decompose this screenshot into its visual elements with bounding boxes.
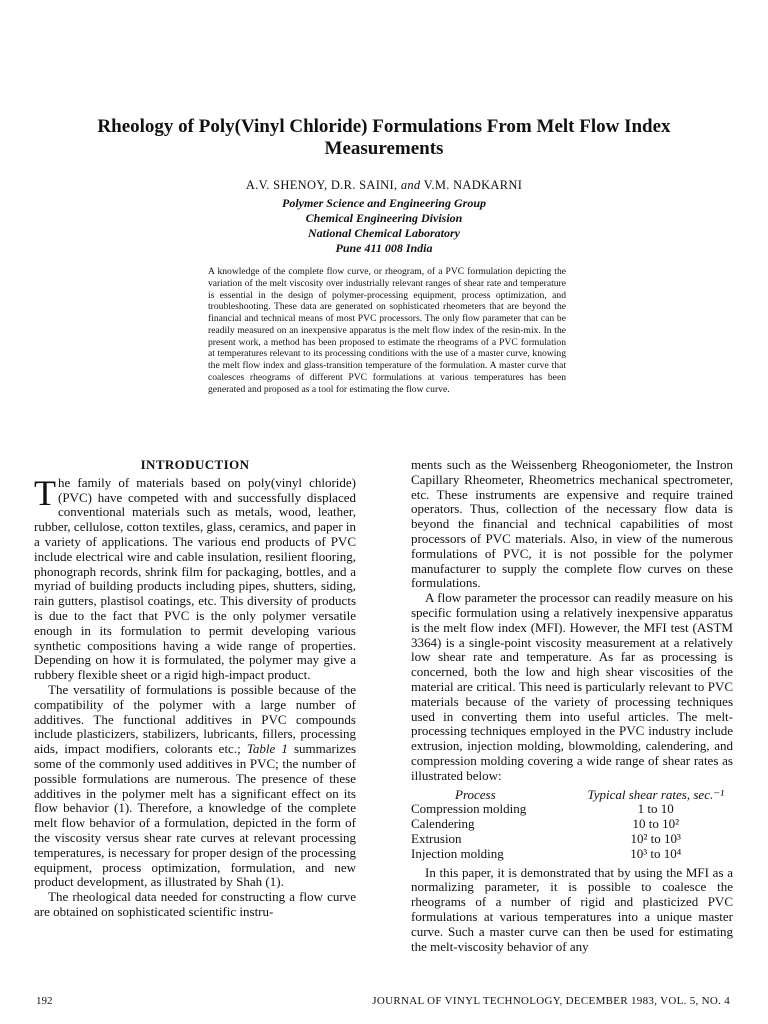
right-paragraph-1: ments such as the Weissenberg Rheogoniometer, the Instron Capillary Rheometer, Rheometrics mechanical spectrometer, etc. These instruments are expensive and require trained operators. Thus, collection of the necessary flow data is beyond the financial and technical capabilities of most processors of PVC materials. Also, in view of the numerous formulations of PVC, it is not possible for the polymer manufacturer to supply the complete flow curves on these formulations. [411,457,733,591]
right-paragraph-2: A flow parameter the processor can readily measure on his specific formulation using a relatively inexpensive apparatus is the melt flow index (MFI). However, the MFI test (ASTM 3364) is a single-point viscosity measurement at a relatively low shear rate and temperature. As far as processing is concerned, both the low and high shear viscosities of the material are critical. This need is particularly relevant to PVC materials because of the variety of processing techniques used in converting them into useful articles. The melt-processing techniques employed in the PVC industry include extrusion, injection molding, blowmolding, calendering, and compression molding covering a wide range of shear rates as illustrated below: [411,590,733,783]
affiliation-block [0,196,768,256]
table-cell-process: Calendering [411,816,475,832]
intro-paragraph-1-text: he family of materials based on poly(vinyl chloride) (PVC) have competed with and successfully displaced conventional materials such as metals, wood, leather, rubber, cellulose, cotton textiles, glass, ceramics, and paper in a variety of applications. The various end products of PVC include electrical wire and cable insulation, resilient flooring, phonograph records, shrink film for packaging, bottles, and a myriad of building products including pipes, shutters, siding, rain gutters, plastisol coatings, etc. This diversity of products is due to the fact that PVC is the only polymer versatile enough in its formulation to permit developing various synthetic compositions having a wide range of properties. Depending on how it is formulated, the polymer may give a rubbery flexible sheet or a rigid high-impact product. [34,474,356,683]
authors-last: V.M. NADKARNI [423,178,523,192]
author-list [0,178,768,193]
table-header-shear-rate: Typical shear rates, sec.⁻¹ [587,786,724,802]
intro-paragraph-1 [34,472,356,683]
affiliation-line: Chemical Engineering Division [305,211,463,225]
right-column [411,458,733,954]
table-cell-rate: 10³ to 10⁴ [630,845,682,861]
page-number: 192 [36,995,53,1007]
affiliation-line: Pune 411 008 India [335,241,433,255]
authors-first: A.V. SHENOY, D.R. SAINI, [245,178,398,192]
paper-title: Rheology of Poly(Vinyl Chloride) Formulations From Melt Flow Index Measurements [97,116,671,159]
left-column [34,458,356,920]
authors-and: and [400,178,421,192]
table-cell-rate: 10² to 10³ [630,830,681,846]
table-header-process: Process [455,786,496,802]
affiliation-line: National Chemical Laboratory [307,226,460,240]
table-row [411,802,733,817]
section-heading-introduction: INTRODUCTION [140,457,250,472]
abstract: A knowledge of the complete flow curve, or rheogram, of a PVC formulation depicting the variation of the melt viscosity over industrially relevant ranges of shear rate and temperature is essential in the design of polymer-processing equipment, process optimization, and troubleshooting. These data are generated on sophisticated rheometers that are beyond the financial and technical means of most PVC processors. The only flow parameter that can be readily measured on an inexpensive apparatus is the melt flow index of the resin-mix. In the present work, a method has been proposed to estimate the rheograms of a PVC formulation at temperatures relevant to its processing conditions with the use of a master curve, knowing the melt flow index and glass-transition temperature of the formulation. A master curve that coalesces rheograms of different PVC formulations at various temperatures has been generated and proposed as a tool for estimating the flow curve. [208,266,566,395]
table-cell-rate: 10 to 10² [632,816,679,832]
intro-paragraph-2 [34,683,356,890]
intro-paragraph-2-text-a: The versatility of formulations is possible because of the compatibility of the polymer with a large number of additives. The functional additives in PVC compounds include plasticizers, stabilizers, lubricants, fillers, processing aids, impact modifiers, colorants etc.; [34,681,356,757]
table-cell-rate: 1 to 10 [637,801,674,817]
table-cell-process: Compression molding [411,801,527,817]
table-header-row [411,788,733,803]
table-row [411,847,733,862]
affiliation-line: Polymer Science and Engineering Group [281,196,486,210]
intro-paragraph-3: The rheological data needed for constructing a flow curve are obtained on sophisticated scientific instru- [34,889,356,919]
table-row [411,832,733,847]
shear-rate-table [411,788,733,862]
table-cell-process: Injection molding [411,845,504,861]
journal-footer: JOURNAL OF VINYL TECHNOLOGY, DECEMBER 1983, VOL. 5, NO. 4 [372,995,730,1007]
table-cell-process: Extrusion [411,830,462,846]
table-reference-link: Table 1 [246,741,288,757]
intro-paragraph-2-text-b: summarizes some of the commonly used additives in PVC; the number of possible formulations are numerous. The presence of these additives in the polymer melt has a significant effect on its flow behavior (1). Therefore, a knowledge of the complete melt flow behavior of a formulation, depicted in the form of the viscosity versus shear rate curves at relevant processing temperatures, is necessary for proper design of the processing equipment, process optimization, formulation, and new product development, as illustrated by Shah (1). [34,741,357,890]
right-paragraph-3: In this paper, it is demonstrated that by using the MFI as a normalizing parameter, it is possible to coalesce the rheograms of a number of rigid and plasticized PVC formulations at various temperatures into a unique master curve. Such a master curve can then be used for estimating the melt-viscosity behavior of any [411,864,733,954]
table-row [411,817,733,832]
drop-cap: T [34,472,56,513]
